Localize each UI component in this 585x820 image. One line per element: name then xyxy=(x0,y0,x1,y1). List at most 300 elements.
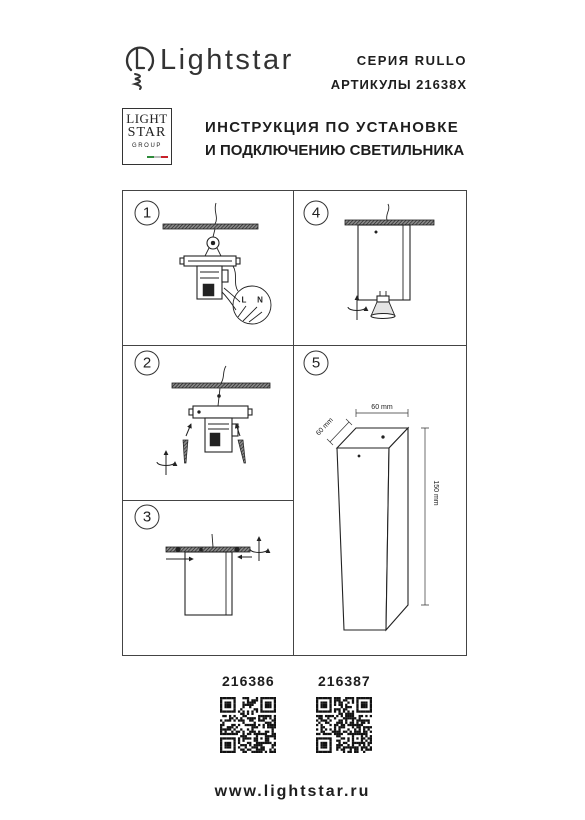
qr-module xyxy=(224,737,226,739)
qr-module xyxy=(365,704,367,706)
qr-module xyxy=(242,737,244,739)
qr-module xyxy=(356,737,358,739)
qr-module xyxy=(240,735,242,737)
qr-module xyxy=(338,735,340,737)
step-number: 4 xyxy=(311,204,321,222)
wires-to-detail xyxy=(222,288,240,310)
qr-module xyxy=(263,746,265,748)
qr-module xyxy=(233,710,235,712)
step-3-panel xyxy=(123,501,294,656)
qr-module xyxy=(269,717,271,719)
step-3-badge xyxy=(135,505,159,529)
qr-module xyxy=(325,728,327,730)
qr-module xyxy=(345,717,347,719)
qr-module xyxy=(327,733,329,735)
qr-module xyxy=(347,713,349,715)
qr-module xyxy=(361,749,363,751)
left-screw-arrow xyxy=(186,424,191,436)
qr-module xyxy=(361,697,363,699)
qr-module xyxy=(220,697,222,699)
qr-module xyxy=(316,746,318,748)
qr-module xyxy=(263,749,265,751)
qr-module xyxy=(263,710,265,712)
qr-module xyxy=(356,742,358,744)
qr-module xyxy=(265,722,267,724)
qr-module xyxy=(359,717,361,719)
qr-module xyxy=(260,742,262,744)
qr-module xyxy=(245,751,247,753)
qr-module xyxy=(341,744,343,746)
qr-module xyxy=(224,728,226,730)
qr-module xyxy=(320,728,322,730)
qr-module xyxy=(338,719,340,721)
qr-module xyxy=(229,710,231,712)
qr-module xyxy=(229,704,231,706)
qr-module xyxy=(265,731,267,733)
step-1-illustration xyxy=(163,203,271,324)
qr-module xyxy=(343,742,345,744)
qr-module xyxy=(233,719,235,721)
qr-module xyxy=(269,706,271,708)
qr-module xyxy=(316,708,318,710)
qr-module xyxy=(247,733,249,735)
ceiling xyxy=(345,220,434,225)
qr-module xyxy=(352,735,354,737)
qr-module xyxy=(347,715,349,717)
qr-module xyxy=(272,697,274,699)
qr-module xyxy=(245,697,247,699)
qr-module xyxy=(329,715,331,717)
step-number: 5 xyxy=(311,354,321,372)
qr-module xyxy=(345,704,347,706)
qr-module xyxy=(224,746,226,748)
qr-module xyxy=(352,726,354,728)
qr-module xyxy=(329,706,331,708)
qr-module xyxy=(356,751,358,753)
qr-module xyxy=(249,742,251,744)
qr-module xyxy=(350,706,352,708)
qr-module xyxy=(343,749,345,751)
qr-module xyxy=(272,733,274,735)
qr-module xyxy=(363,710,365,712)
step-4-panel xyxy=(294,191,467,346)
qr-module xyxy=(272,735,274,737)
qr-module xyxy=(323,744,325,746)
qr-module xyxy=(269,710,271,712)
qr-module xyxy=(352,746,354,748)
qr-module xyxy=(323,733,325,735)
qr-module xyxy=(363,719,365,721)
flag-red xyxy=(161,156,168,158)
qr-module xyxy=(233,737,235,739)
qr-module xyxy=(320,726,322,728)
qr-module xyxy=(347,701,349,703)
mounting-plate-tab xyxy=(180,258,184,264)
qr-module xyxy=(229,697,231,699)
qr-module xyxy=(343,726,345,728)
qr-module xyxy=(220,733,222,735)
qr-module xyxy=(356,746,358,748)
qr-module xyxy=(242,710,244,712)
qr-module xyxy=(274,699,276,701)
qr-module xyxy=(233,701,235,703)
qr-module xyxy=(220,704,222,706)
qr-module xyxy=(365,749,367,751)
qr-module xyxy=(352,710,354,712)
qr-module xyxy=(343,737,345,739)
qr-module xyxy=(325,715,327,717)
qr-module xyxy=(274,706,276,708)
qr-module xyxy=(265,733,267,735)
qr-module xyxy=(245,746,247,748)
qr-module xyxy=(240,717,242,719)
terminal-block xyxy=(210,433,220,446)
qr-module xyxy=(260,699,262,701)
qr-module xyxy=(316,724,318,726)
qr-module xyxy=(336,746,338,748)
qr-module xyxy=(334,704,336,706)
qr-module xyxy=(272,719,274,721)
qr-module xyxy=(336,724,338,726)
qr-module xyxy=(320,710,322,712)
qr-module xyxy=(363,726,365,728)
qr-module xyxy=(368,710,370,712)
qr-module xyxy=(263,719,265,721)
qr-module xyxy=(256,746,258,748)
qr-module xyxy=(227,737,229,739)
qr-module xyxy=(365,746,367,748)
group-logo-line-3: GROUP xyxy=(131,143,162,149)
qr-module xyxy=(329,728,331,730)
qr-module xyxy=(267,704,269,706)
qr-module xyxy=(269,724,271,726)
qr-module xyxy=(260,706,262,708)
qr-module xyxy=(370,701,372,703)
qr-module xyxy=(274,733,276,735)
qr-module xyxy=(341,749,343,751)
qr-module xyxy=(325,710,327,712)
left-screw xyxy=(183,440,188,463)
qr-module xyxy=(329,751,331,753)
qr-module xyxy=(359,742,361,744)
qr-module xyxy=(350,749,352,751)
qr-module xyxy=(350,713,352,715)
qr-module xyxy=(260,737,262,739)
qr-module xyxy=(263,724,265,726)
qr-module xyxy=(325,704,327,706)
qr-module xyxy=(240,708,242,710)
qr-module xyxy=(316,701,318,703)
qr-module xyxy=(363,733,365,735)
qr-module xyxy=(267,722,269,724)
qr-module xyxy=(334,710,336,712)
qr-module xyxy=(323,706,325,708)
qr-module xyxy=(334,699,336,701)
qr-module xyxy=(242,740,244,742)
rotate-arrow-icon xyxy=(157,451,175,475)
qr-module xyxy=(258,742,260,744)
qr-module xyxy=(267,742,269,744)
qr-module xyxy=(350,724,352,726)
qr-module xyxy=(329,701,331,703)
qr-module xyxy=(267,701,269,703)
qr-module xyxy=(361,722,363,724)
step-number: 1 xyxy=(142,204,152,222)
qr-module xyxy=(249,717,251,719)
qr-module xyxy=(354,742,356,744)
qr-module xyxy=(368,742,370,744)
qr-module xyxy=(356,733,358,735)
qr-module xyxy=(350,717,352,719)
qr-module xyxy=(272,710,274,712)
qr-module xyxy=(343,710,345,712)
qr-module xyxy=(265,751,267,753)
qr-module xyxy=(260,697,262,699)
qr-module xyxy=(256,735,258,737)
italian-flag-stripe xyxy=(147,156,168,158)
qr-module xyxy=(352,742,354,744)
qr-module xyxy=(233,715,235,717)
qr-module xyxy=(341,706,343,708)
qr-module xyxy=(247,701,249,703)
qr-module xyxy=(327,737,329,739)
qr-module xyxy=(247,713,249,715)
qr-module xyxy=(345,715,347,717)
qr-module xyxy=(258,751,260,753)
width-dimension-label: 60 mm xyxy=(371,404,393,411)
qr-module xyxy=(318,733,320,735)
qr-module xyxy=(320,746,322,748)
qr-module xyxy=(260,715,262,717)
qr-module xyxy=(249,724,251,726)
qr-module xyxy=(249,706,251,708)
qr-module xyxy=(242,701,244,703)
qr-module xyxy=(269,751,271,753)
qr-module xyxy=(229,701,231,703)
qr-module xyxy=(365,726,367,728)
qr-module xyxy=(316,742,318,744)
qr-module xyxy=(318,717,320,719)
terminal-block-side xyxy=(222,270,228,282)
qr-module xyxy=(354,751,356,753)
qr-module xyxy=(249,737,251,739)
qr-module xyxy=(231,697,233,699)
qr-module xyxy=(260,733,262,735)
qr-module xyxy=(363,744,365,746)
qr-module xyxy=(274,726,276,728)
qr-module xyxy=(240,749,242,751)
qr-module xyxy=(242,735,244,737)
step-2-illustration xyxy=(157,366,270,475)
qr-module xyxy=(327,717,329,719)
qr-module xyxy=(341,724,343,726)
qr-module xyxy=(247,717,249,719)
qr-module xyxy=(318,710,320,712)
qr-module xyxy=(320,697,322,699)
qr-module xyxy=(242,706,244,708)
qr-module xyxy=(336,749,338,751)
qr-module xyxy=(318,697,320,699)
qr-code xyxy=(220,697,276,753)
qr-module xyxy=(356,710,358,712)
qr-module xyxy=(338,742,340,744)
qr-module xyxy=(320,706,322,708)
qr-module xyxy=(329,708,331,710)
qr-module xyxy=(338,728,340,730)
qr-module xyxy=(370,735,372,737)
qr-module xyxy=(269,742,271,744)
qr-module xyxy=(329,744,331,746)
qr-module xyxy=(341,719,343,721)
articles-label: АРТИКУЛЫ 21638X xyxy=(330,77,467,92)
qr-module xyxy=(224,701,226,703)
qr-module xyxy=(254,733,256,735)
qr-module xyxy=(356,719,358,721)
qr-module xyxy=(368,719,370,721)
step-number: 2 xyxy=(142,354,152,372)
qr-module xyxy=(267,724,269,726)
qr-module xyxy=(231,751,233,753)
qr-module xyxy=(263,717,265,719)
qr-module xyxy=(249,719,251,721)
qr-module xyxy=(323,701,325,703)
mounting-plate-hole xyxy=(198,411,201,414)
qr-module xyxy=(229,737,231,739)
qr-module xyxy=(222,751,224,753)
product-code-1: 216386 xyxy=(222,673,275,689)
qr-module xyxy=(227,697,229,699)
qr-module xyxy=(352,737,354,739)
qr-module xyxy=(336,722,338,724)
mounting-plate-tab xyxy=(236,258,240,264)
qr-module xyxy=(265,710,267,712)
qr-module xyxy=(256,751,258,753)
qr-module xyxy=(242,749,244,751)
qr-module xyxy=(316,697,318,699)
qr-module xyxy=(229,706,231,708)
qr-module xyxy=(352,733,354,735)
qr-module xyxy=(338,710,340,712)
qr-module xyxy=(220,719,222,721)
qr-module xyxy=(363,697,365,699)
qr-module xyxy=(256,726,258,728)
qr-module xyxy=(222,733,224,735)
qr-module xyxy=(274,724,276,726)
qr-module xyxy=(365,740,367,742)
step-number: 3 xyxy=(142,508,152,526)
qr-module xyxy=(269,704,271,706)
qr-module xyxy=(334,697,336,699)
qr-module xyxy=(368,737,370,739)
qr-module xyxy=(332,731,334,733)
group-logo-line-2: STAR xyxy=(127,125,167,140)
qr-module xyxy=(338,731,340,733)
qr-module xyxy=(316,728,318,730)
step-4-illustration xyxy=(345,204,434,320)
detail-wires xyxy=(238,306,262,322)
qr-module xyxy=(249,749,251,751)
step-5-badge xyxy=(304,351,328,375)
step-3-illustration xyxy=(166,534,268,615)
qr-module xyxy=(251,746,253,748)
qr-module xyxy=(368,697,370,699)
qr-module xyxy=(320,719,322,721)
qr-module xyxy=(345,708,347,710)
qr-module xyxy=(361,710,363,712)
qr-module xyxy=(227,744,229,746)
qr-module xyxy=(361,701,363,703)
qr-module xyxy=(263,733,265,735)
qr-module xyxy=(233,704,235,706)
qr-module xyxy=(233,751,235,753)
qr-module xyxy=(220,731,222,733)
supply-wire xyxy=(212,534,213,547)
qr-module xyxy=(341,737,343,739)
qr-module xyxy=(256,737,258,739)
neutral-label: N xyxy=(257,295,263,305)
qr-module xyxy=(269,722,271,724)
qr-module xyxy=(233,733,235,735)
qr-module xyxy=(361,715,363,717)
qr-module xyxy=(359,724,361,726)
fixing-screw xyxy=(176,547,181,552)
qr-module xyxy=(329,710,331,712)
qr-module xyxy=(220,749,222,751)
qr-module xyxy=(233,706,235,708)
qr-module xyxy=(236,731,238,733)
qr-module xyxy=(272,744,274,746)
qr-module xyxy=(354,733,356,735)
qr-module xyxy=(338,726,340,728)
qr-module xyxy=(227,701,229,703)
qr-module xyxy=(318,751,320,753)
qr-module xyxy=(370,746,372,748)
qr-module xyxy=(352,697,354,699)
qr-module xyxy=(341,715,343,717)
qr-module xyxy=(316,710,318,712)
ceiling xyxy=(163,224,258,229)
qr-module xyxy=(247,749,249,751)
qr-module xyxy=(343,699,345,701)
qr-module xyxy=(320,724,322,726)
qr-module xyxy=(245,737,247,739)
wire-junction-dot xyxy=(217,394,220,397)
qr-module xyxy=(341,713,343,715)
wire-junction-dot xyxy=(211,241,215,245)
qr-module xyxy=(260,744,262,746)
qr-module xyxy=(338,713,340,715)
fixing-screw xyxy=(199,548,202,551)
qr-module xyxy=(345,706,347,708)
qr-module xyxy=(227,733,229,735)
instruction-title-line-2: И ПОДКЛЮЧЕНИЮ СВЕТИЛЬНИКА xyxy=(205,142,465,159)
qr-module xyxy=(267,731,269,733)
qr-module xyxy=(316,706,318,708)
supply-wire xyxy=(213,229,215,237)
qr-module xyxy=(269,697,271,699)
step-4-badge xyxy=(304,201,328,225)
bulb-base-coil xyxy=(135,74,141,89)
qr-module xyxy=(256,710,258,712)
luminaire-body xyxy=(185,552,232,615)
qr-module xyxy=(334,726,336,728)
qr-module xyxy=(352,722,354,724)
qr-module xyxy=(363,737,365,739)
qr-module xyxy=(347,728,349,730)
qr-module xyxy=(323,731,325,733)
qr-module xyxy=(329,697,331,699)
qr-module xyxy=(231,717,233,719)
